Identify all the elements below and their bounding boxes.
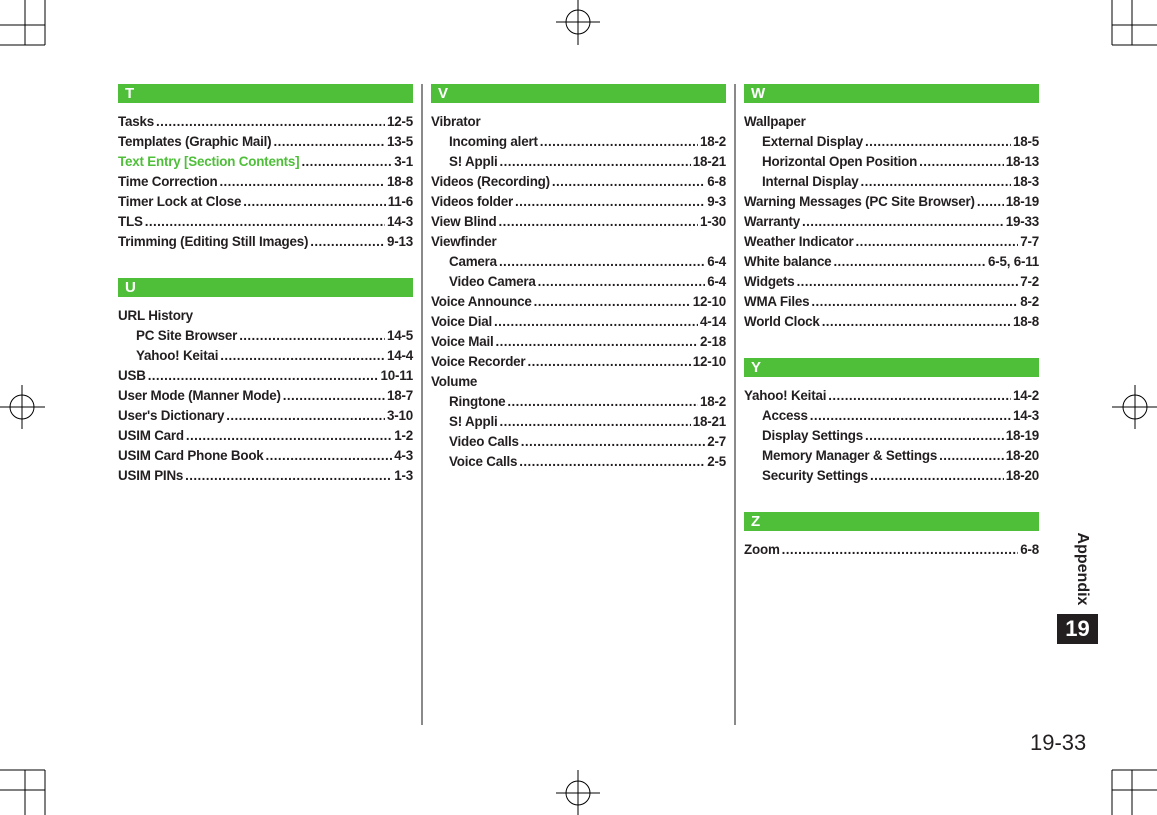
entry-label: Tasks: [118, 114, 154, 129]
entry-page: 18-21: [692, 414, 726, 429]
entry-page: 9-13: [386, 234, 413, 249]
entry-label: PC Site Browser: [136, 328, 238, 343]
index-entry: [431, 372, 726, 392]
entry-label: External Display: [762, 134, 863, 149]
entry-page: 6-8: [707, 174, 726, 189]
page-number: 19-33: [1030, 730, 1087, 755]
index-entry: [431, 172, 726, 192]
section-letter-header: W: [744, 84, 1039, 103]
dot-leader: [521, 432, 705, 452]
entry-page: 14-4: [386, 348, 413, 363]
dot-leader: [865, 132, 1011, 152]
dot-leader: [494, 312, 698, 332]
entry-label: Voice Recorder: [431, 354, 526, 369]
index-entry: [744, 406, 1039, 426]
index-entry: [118, 326, 413, 346]
entry-label: USB: [118, 368, 146, 383]
index-entry: [431, 232, 726, 252]
index-entry: [118, 346, 413, 366]
entry-page: 1-30: [699, 214, 726, 229]
index-column-1: [118, 84, 413, 512]
index-entry: [118, 212, 413, 232]
dot-leader: [283, 386, 385, 406]
entry-page: 6-8: [1020, 542, 1039, 557]
dot-leader: [870, 466, 1004, 486]
entry-label: World Clock: [744, 314, 820, 329]
index-entry: [431, 132, 726, 152]
chapter-number: 19: [1057, 614, 1098, 644]
index-entry: [744, 466, 1039, 486]
entry-page: 18-19: [1005, 194, 1039, 209]
entry-label: Wallpaper: [744, 114, 806, 129]
index-entry: [431, 392, 726, 412]
entry-page: 6-5, 6-11: [987, 254, 1039, 269]
dot-leader: [822, 312, 1011, 332]
entry-label: Volume: [431, 374, 478, 389]
index-entry: [744, 426, 1039, 446]
dot-leader: [919, 152, 1004, 172]
entry-page: 8-2: [1020, 294, 1039, 309]
entry-page: 18-8: [386, 174, 413, 189]
index-section-v: [431, 84, 726, 472]
entry-label: Widgets: [744, 274, 795, 289]
entry-page: 9-3: [707, 194, 726, 209]
index-section-z: [744, 512, 1039, 560]
section-letter-header: Z: [744, 512, 1039, 531]
entry-page: 2-18: [699, 334, 726, 349]
index-entry[interactable]: [118, 152, 413, 172]
entry-page: 18-20: [1005, 448, 1039, 463]
entry-label: Voice Mail: [431, 334, 494, 349]
entry-label: Text Entry [Section Contents]: [118, 154, 300, 169]
dot-leader: [797, 272, 1019, 292]
index-entry: [431, 112, 726, 132]
index-entry: [431, 452, 726, 472]
index-entry: [431, 212, 726, 232]
entry-label: Videos folder: [431, 194, 513, 209]
entry-label: User Mode (Manner Mode): [118, 388, 281, 403]
entry-label: Video Calls: [449, 434, 519, 449]
dot-leader: [145, 212, 385, 232]
entry-label: S! Appli: [449, 154, 498, 169]
entry-page: 19-33: [1005, 214, 1039, 229]
section-letter-header: V: [431, 84, 726, 103]
dot-leader: [185, 466, 392, 486]
dot-leader: [273, 132, 385, 152]
entry-page: 14-5: [386, 328, 413, 343]
dot-leader: [538, 272, 706, 292]
index-entry: [118, 446, 413, 466]
dot-leader: [939, 446, 1004, 466]
dot-leader: [243, 192, 386, 212]
entry-label: Voice Calls: [449, 454, 518, 469]
entry-label: Yahoo! Keitai: [136, 348, 219, 363]
index-entry: [118, 386, 413, 406]
dot-leader: [186, 426, 392, 446]
dot-leader: [977, 192, 1004, 212]
index-section-t: [118, 84, 413, 252]
dot-leader: [239, 326, 385, 346]
column-divider: [734, 84, 736, 725]
entry-page: 3-10: [386, 408, 413, 423]
entry-page: 14-2: [1012, 388, 1039, 403]
entry-page: 10-11: [380, 368, 413, 383]
dot-leader: [220, 346, 385, 366]
index-entry: [744, 232, 1039, 252]
index-entry: [744, 540, 1039, 560]
entry-label: Templates (Graphic Mail): [118, 134, 272, 149]
index-entry: [744, 112, 1039, 132]
entry-label: Voice Announce: [431, 294, 532, 309]
index-entry: [744, 292, 1039, 312]
index-column-2: [431, 84, 726, 498]
dot-leader: [496, 332, 698, 352]
index-entry: [431, 292, 726, 312]
index-entry: [744, 212, 1039, 232]
dot-leader: [219, 172, 385, 192]
index-entry: [118, 172, 413, 192]
dot-leader: [865, 426, 1004, 446]
entry-page: 7-2: [1020, 274, 1039, 289]
dot-leader: [534, 292, 691, 312]
index-section-w: [744, 84, 1039, 332]
entry-page: 6-4: [707, 274, 726, 289]
index-entry: [431, 432, 726, 452]
entry-label: Access: [762, 408, 808, 423]
index-entry: [118, 466, 413, 486]
entry-page: 18-21: [692, 154, 726, 169]
dot-leader: [226, 406, 385, 426]
entry-page: 4-3: [394, 448, 413, 463]
entry-label: Warranty: [744, 214, 800, 229]
index-entry: [744, 172, 1039, 192]
dot-leader: [552, 172, 705, 192]
entry-page: 14-3: [1012, 408, 1039, 423]
entry-label: Zoom: [744, 542, 780, 557]
entry-label: WMA Files: [744, 294, 810, 309]
entry-page: 18-8: [1012, 314, 1039, 329]
dot-leader: [828, 386, 1011, 406]
entry-label: Time Correction: [118, 174, 218, 189]
entry-page: 14-3: [386, 214, 413, 229]
entry-label: Horizontal Open Position: [762, 154, 918, 169]
dot-leader: [811, 292, 1018, 312]
index-entry: [431, 352, 726, 372]
entry-label: Ringtone: [449, 394, 506, 409]
index-entry: [431, 332, 726, 352]
dot-leader: [507, 392, 698, 412]
dot-leader: [499, 152, 690, 172]
entry-label: Viewfinder: [431, 234, 497, 249]
dot-leader: [519, 452, 705, 472]
entry-label: Camera: [449, 254, 497, 269]
section-letter-header: U: [118, 278, 413, 297]
entry-label: White balance: [744, 254, 832, 269]
dot-leader: [498, 212, 698, 232]
entry-label: USIM Card: [118, 428, 184, 443]
index-entry: [744, 132, 1039, 152]
entry-label: Internal Display: [762, 174, 859, 189]
entry-label: Memory Manager & Settings: [762, 448, 938, 463]
entry-label: Weather Indicator: [744, 234, 854, 249]
dot-leader: [782, 540, 1019, 560]
entry-label: Videos (Recording): [431, 174, 550, 189]
entry-label: View Blind: [431, 214, 497, 229]
index-column-3: [744, 84, 1039, 586]
entry-label: Vibrator: [431, 114, 481, 129]
index-entry: [118, 232, 413, 252]
column-divider: [421, 84, 423, 725]
entry-page: 18-7: [386, 388, 413, 403]
index-entry: [431, 152, 726, 172]
index-entry: [118, 406, 413, 426]
index-entry: [431, 252, 726, 272]
entry-label: Voice Dial: [431, 314, 493, 329]
entry-page: 18-13: [1005, 154, 1039, 169]
entry-page: 12-5: [386, 114, 413, 129]
side-tab-label: Appendix: [1074, 532, 1091, 606]
dot-leader: [540, 132, 698, 152]
entry-page: 12-10: [692, 294, 726, 309]
index-section-y: [744, 358, 1039, 486]
entry-label: USIM PINs: [118, 468, 184, 483]
dot-leader: [310, 232, 385, 252]
entry-page: 2-7: [707, 434, 726, 449]
entry-label: Timer Lock at Close: [118, 194, 242, 209]
entry-page: 18-2: [699, 394, 726, 409]
entry-label: TLS: [118, 214, 143, 229]
dot-leader: [802, 212, 1004, 232]
entry-label: Display Settings: [762, 428, 863, 443]
entry-label: S! Appli: [449, 414, 498, 429]
entry-page: 18-5: [1012, 134, 1039, 149]
index-entry: [118, 192, 413, 212]
index-entry: [118, 306, 413, 326]
side-tab: [1064, 530, 1094, 610]
dot-leader: [266, 446, 393, 466]
dot-leader: [301, 152, 392, 172]
index-entry: [431, 192, 726, 212]
dot-leader: [515, 192, 705, 212]
dot-leader: [833, 252, 986, 272]
index-entry: [431, 272, 726, 292]
entry-label: Video Camera: [449, 274, 536, 289]
index-entry: [744, 386, 1039, 406]
index-entry: [431, 412, 726, 432]
index-entry: [744, 192, 1039, 212]
index-entry: [744, 252, 1039, 272]
entry-label: Warning Messages (PC Site Browser): [744, 194, 975, 209]
dot-leader: [861, 172, 1011, 192]
entry-page: 1-3: [394, 468, 413, 483]
index-entry: [744, 272, 1039, 292]
entry-page: 2-5: [707, 454, 726, 469]
entry-page: 18-20: [1005, 468, 1039, 483]
index-entry: [118, 426, 413, 446]
index-entry: [118, 112, 413, 132]
dot-leader: [810, 406, 1011, 426]
index-entry: [431, 312, 726, 332]
index-section-u: [118, 278, 413, 486]
entry-page: 1-2: [394, 428, 413, 443]
dot-leader: [527, 352, 690, 372]
section-letter-header: Y: [744, 358, 1039, 377]
entry-page: 11-6: [387, 194, 413, 209]
entry-label: URL History: [118, 308, 193, 323]
entry-page: 12-10: [692, 354, 726, 369]
index-entry: [744, 312, 1039, 332]
index-entry: [118, 132, 413, 152]
entry-page: 13-5: [386, 134, 413, 149]
index-entry: [744, 152, 1039, 172]
index-entry: [118, 366, 413, 386]
entry-label: Trimming (Editing Still Images): [118, 234, 309, 249]
entry-label: Yahoo! Keitai: [744, 388, 827, 403]
entry-page: 6-4: [707, 254, 726, 269]
entry-label: Incoming alert: [449, 134, 538, 149]
entry-label: USIM Card Phone Book: [118, 448, 264, 463]
entry-page: 3-1: [394, 154, 413, 169]
section-letter-header: T: [118, 84, 413, 103]
dot-leader: [499, 412, 690, 432]
entry-page: 4-14: [699, 314, 726, 329]
dot-leader: [855, 232, 1018, 252]
entry-label: Security Settings: [762, 468, 868, 483]
entry-page: 18-2: [699, 134, 726, 149]
entry-page: 18-19: [1005, 428, 1039, 443]
entry-label: User's Dictionary: [118, 408, 225, 423]
index-entry: [744, 446, 1039, 466]
dot-leader: [148, 366, 379, 386]
entry-page: 18-3: [1012, 174, 1039, 189]
dot-leader: [156, 112, 385, 132]
entry-page: 7-7: [1020, 234, 1039, 249]
dot-leader: [499, 252, 705, 272]
